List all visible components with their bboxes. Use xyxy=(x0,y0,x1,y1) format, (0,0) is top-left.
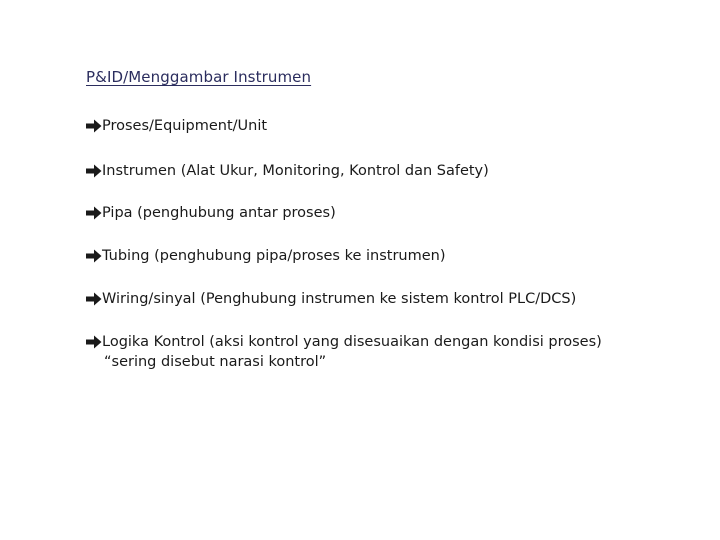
right-arrow-icon xyxy=(86,206,102,220)
bullet-text: Proses/Equipment/Unit xyxy=(102,118,268,134)
right-arrow-icon xyxy=(86,119,102,133)
bullet-continuation: “sering disebut narasi kontrol” xyxy=(104,354,327,370)
right-arrow-icon xyxy=(86,249,102,263)
bullet-text: Tubing (penghubung pipa/proses ke instrumen) xyxy=(102,248,446,264)
bullet-item xyxy=(86,203,336,223)
bullet-item xyxy=(86,246,446,266)
right-arrow-icon xyxy=(86,164,102,178)
bullet-item xyxy=(86,332,602,352)
bullet-item xyxy=(86,289,576,309)
page-title: P&ID/Menggambar Instrumen xyxy=(86,68,312,86)
bullet-text: Instrumen (Alat Ukur, Monitoring, Kontrol dan Safety) xyxy=(102,163,489,179)
bullet-item xyxy=(86,116,267,136)
right-arrow-icon xyxy=(86,335,102,349)
bullet-item xyxy=(86,161,489,181)
right-arrow-icon xyxy=(86,292,102,306)
bullet-text: Wiring/sinyal (Penghubung instrumen ke sistem kontrol PLC/DCS) xyxy=(102,291,577,307)
bullet-text: Pipa (penghubung antar proses) xyxy=(102,205,336,221)
bullet-text: Logika Kontrol (aksi kontrol yang disesuaikan dengan kondisi proses) xyxy=(102,334,602,350)
